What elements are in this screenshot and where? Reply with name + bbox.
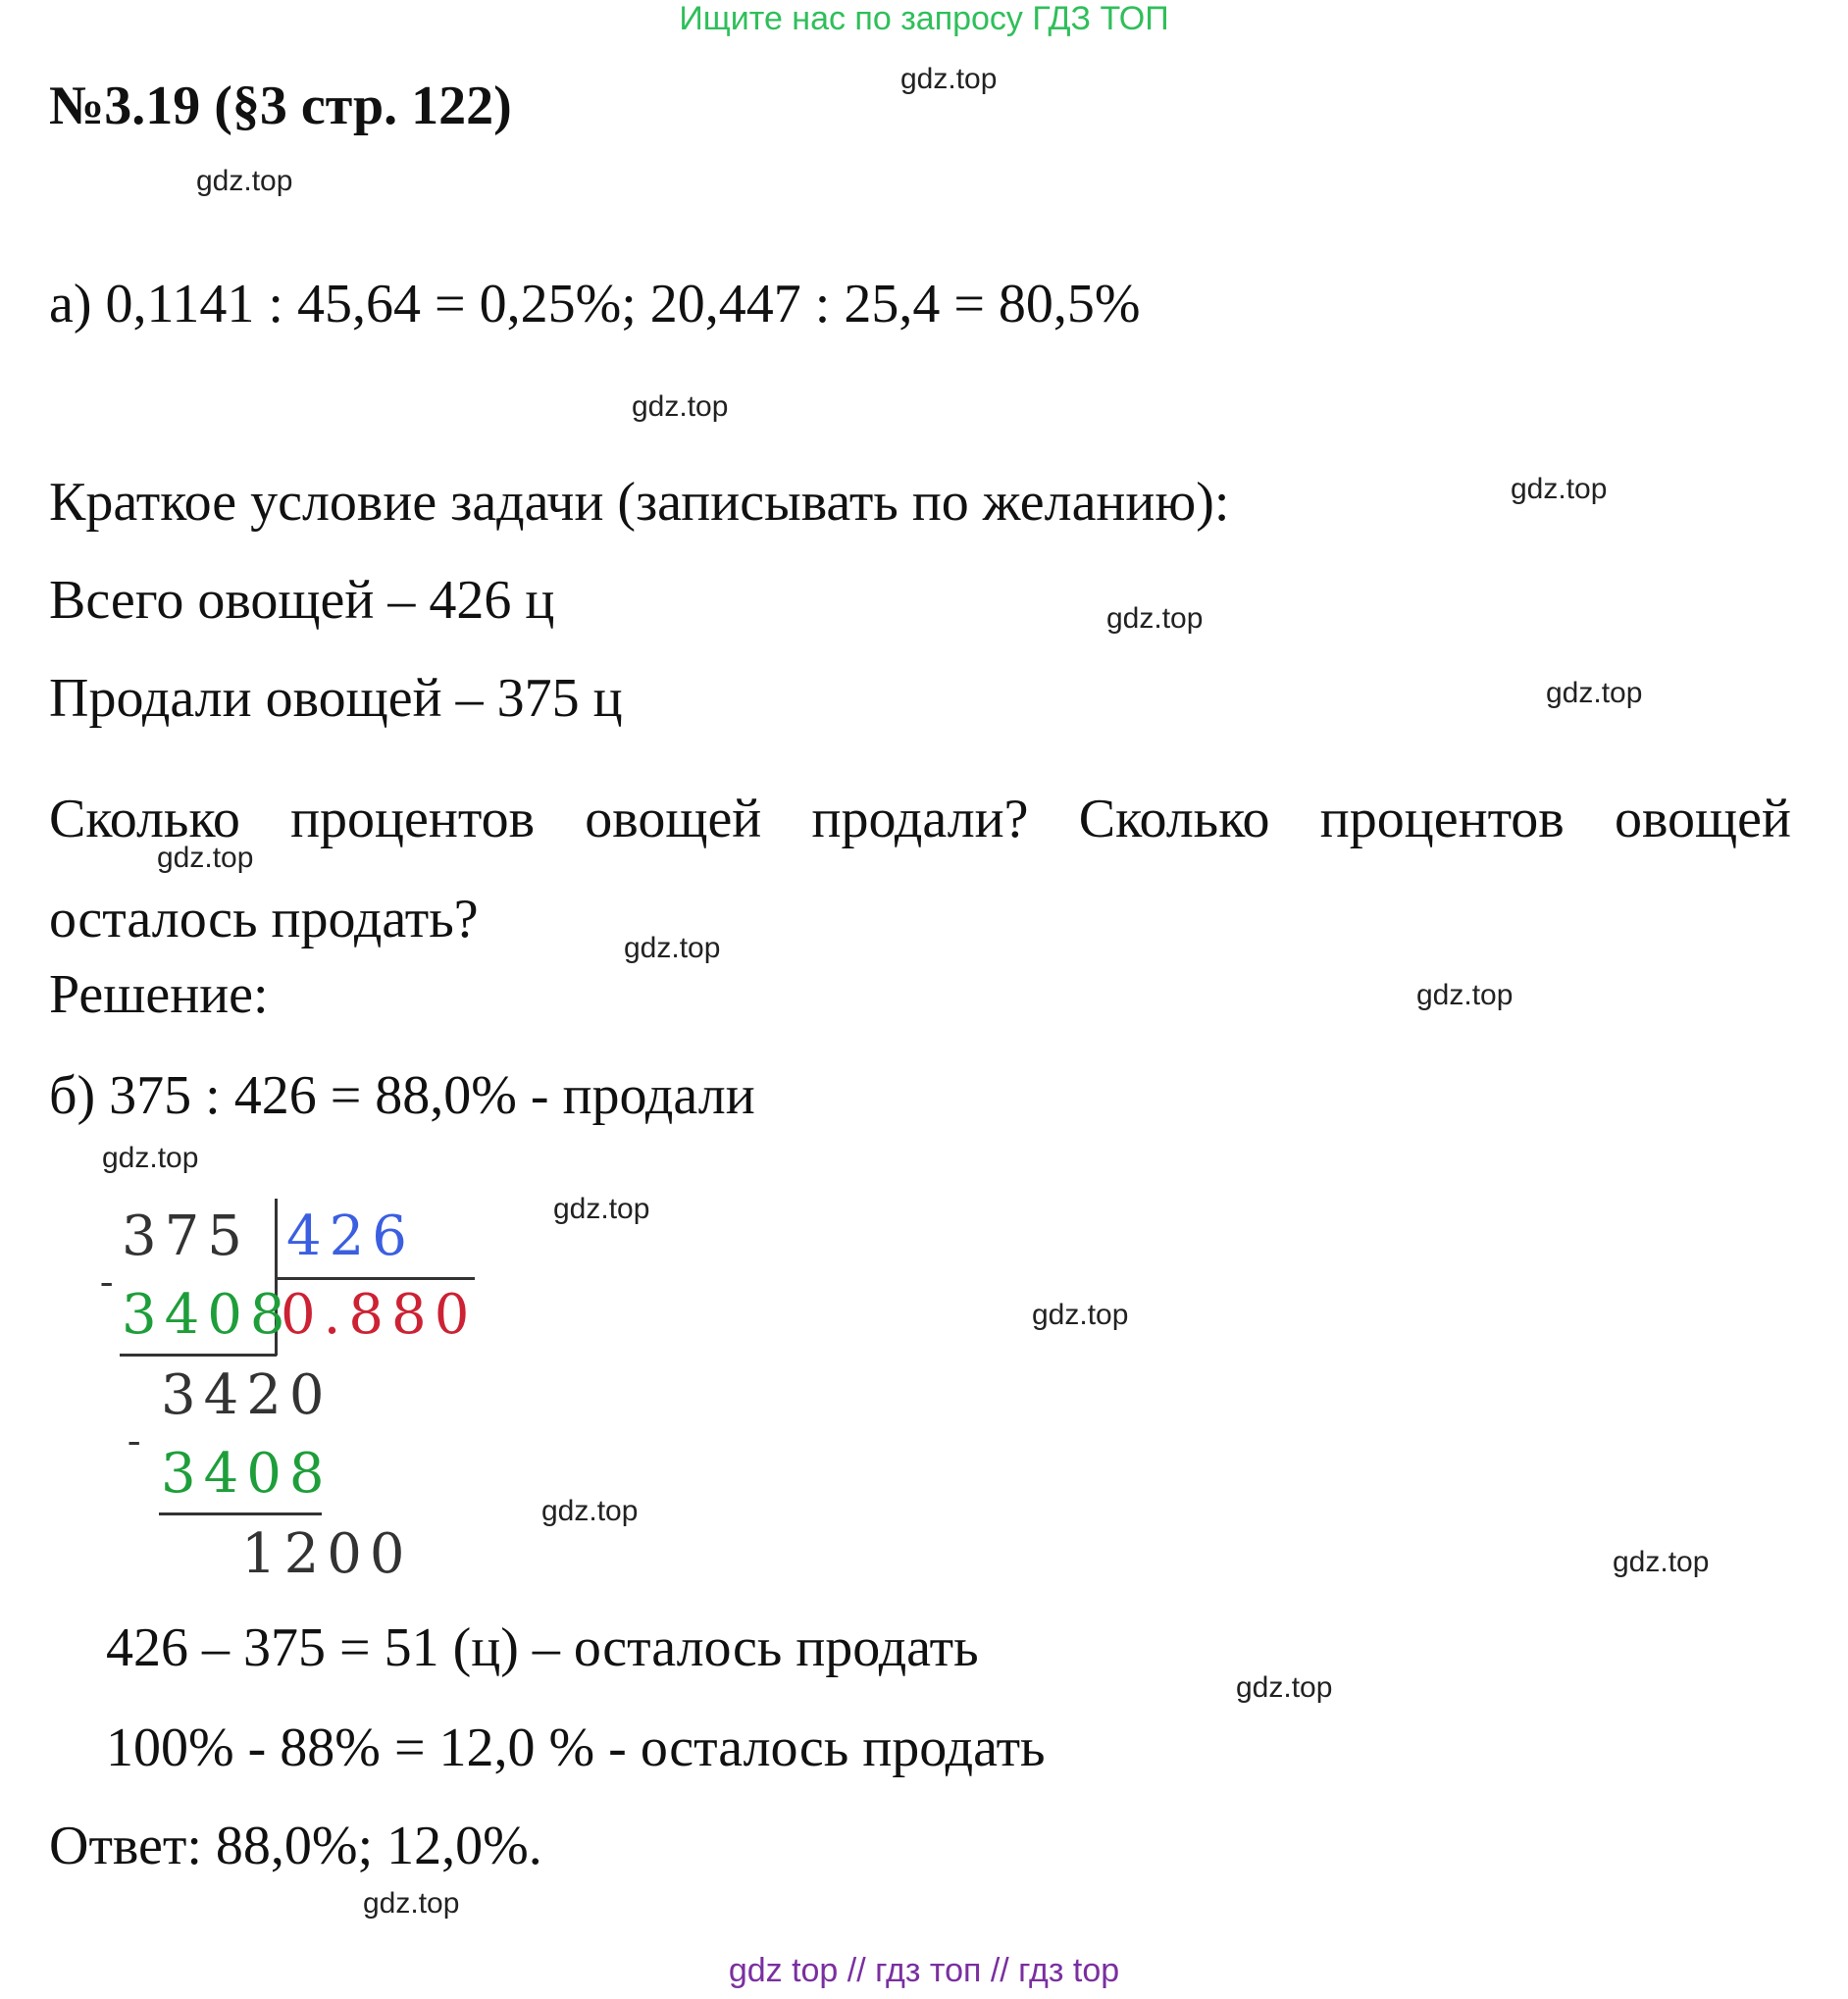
footer-links[interactable]: gdz top // гдз топ // гдз top: [728, 1952, 1120, 1989]
ld-remainder-2: 1200: [241, 1522, 413, 1586]
question-text: Сколько процентов овощей продали? Сколько процентов овощей осталось продать?: [49, 789, 1791, 949]
watermark: gdz.top: [363, 1887, 460, 1920]
calc-remaining-percent: 100% - 88% = 12,0 % - осталось продать: [106, 1717, 1046, 1778]
watermark: gdz.top: [553, 1193, 650, 1225]
ld-sub-1: 3408: [122, 1283, 293, 1347]
watermark: gdz.top: [541, 1495, 639, 1527]
watermark: gdz.top: [102, 1142, 199, 1174]
watermark: gdz.top: [1546, 677, 1643, 709]
solution-line-b: б) 375 : 426 = 88,0% - продали: [49, 1065, 755, 1126]
condition-total: Всего овощей – 426 ц: [49, 570, 555, 631]
watermark: gdz.top: [1416, 979, 1514, 1011]
watermark: gdz.top: [624, 932, 721, 964]
watermark: gdz.top: [900, 63, 998, 95]
top-banner: Ищите нас по запросу ГДЗ ТОП: [679, 0, 1169, 37]
ld-divisor: 426: [286, 1205, 415, 1268]
ld-line-2: [159, 1512, 322, 1515]
watermark: gdz.top: [157, 842, 254, 874]
ld-divisor-underline: [275, 1277, 475, 1280]
watermark: gdz.top: [1511, 473, 1608, 505]
watermark: gdz.top: [1106, 602, 1204, 635]
ld-minus-1: -: [100, 1258, 114, 1303]
watermark: gdz.top: [1236, 1671, 1333, 1704]
solution-label: Решение:: [49, 964, 269, 1025]
ld-quotient: 0.880: [281, 1283, 478, 1347]
watermark: gdz.top: [1032, 1299, 1129, 1331]
calc-remaining-mass: 426 – 375 = 51 (ц) – осталось продать: [106, 1617, 979, 1678]
ld-remainder-1: 3420: [161, 1363, 333, 1427]
task-title: №3.19 (§3 стр. 122): [49, 76, 512, 136]
final-answer: Ответ: 88,0%; 12,0%.: [49, 1816, 542, 1876]
ld-sub-2: 3408: [161, 1442, 333, 1506]
watermark: gdz.top: [632, 390, 729, 423]
condition-header: Краткое условие задачи (записывать по желанию):: [49, 472, 1230, 533]
condition-sold: Продали овощей – 375 ц: [49, 668, 623, 729]
ld-line-1: [120, 1354, 277, 1357]
watermark: gdz.top: [1613, 1546, 1710, 1578]
ld-minus-2: -: [128, 1417, 141, 1461]
answer-line-a: а) 0,1141 : 45,64 = 0,25%; 20,447 : 25,4 = 80,5%: [49, 274, 1141, 334]
ld-dividend: 375: [122, 1205, 250, 1268]
watermark: gdz.top: [196, 165, 293, 197]
